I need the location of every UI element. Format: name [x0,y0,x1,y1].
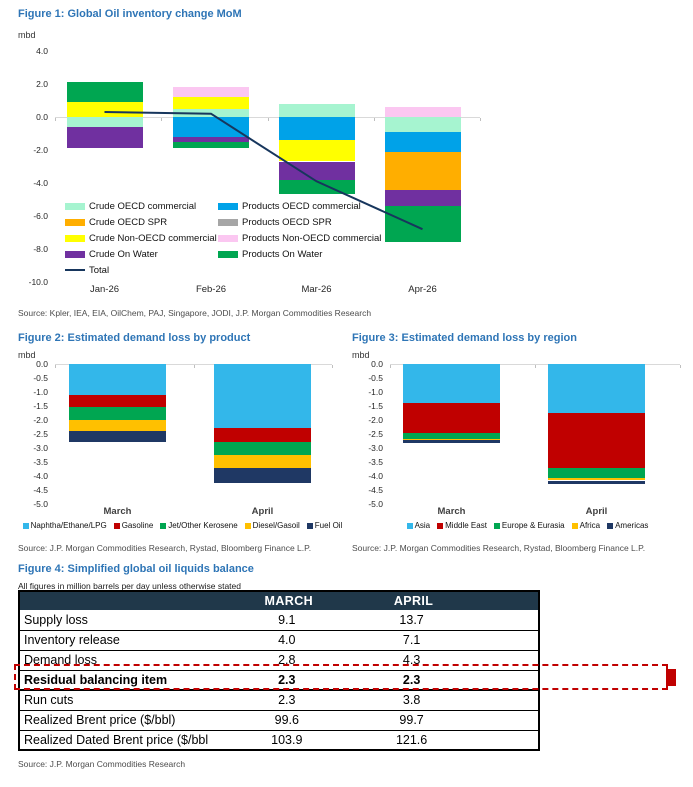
color-swatch [65,203,85,210]
x-axis-label-mar-26: Mar-26 [301,284,332,295]
y-axis-tick-label: -2.5 [368,429,383,439]
color-swatch [65,219,85,226]
bar-segment-crude-on-water [279,162,355,180]
y-axis-tick-label: 2.0 [36,79,48,89]
legend-item-products-on-water [218,247,322,261]
y-axis-tick-label: -1.5 [33,401,48,411]
bar-segment-middle-east [548,413,645,468]
row-label: Residual balancing item [19,670,227,690]
legend-label: Crude Non-OECD commercial [89,232,217,244]
y-axis-tick-label: 0.0 [36,112,48,122]
figure2-demand-product-chart [0,325,350,556]
row-value: 2.8 [227,650,347,670]
y-axis-tick-label: -10.0 [28,277,48,287]
bar-segment-diesel-gasoil [69,420,166,431]
y-axis-tick-label: -2.0 [33,415,48,425]
color-swatch [23,523,29,529]
figure2-unit-label: mbd [18,350,36,360]
legend-label: Gasoline [121,521,154,530]
bar-segment-asia [548,364,645,413]
row-label: Run cuts [19,690,227,710]
bar-segment-products-on-water [173,142,249,149]
line-swatch [65,269,85,271]
legend-label: Naphtha/Ethane/LPG [30,521,107,530]
y-axis-tick-label: -1.0 [368,387,383,397]
figure1-source: Source: Kpler, IEA, EIA, OilChem, PAJ, Singapore, JODI, J.P. Morgan Commodities Research [18,308,372,318]
row-value: 2.3 [227,670,347,690]
bar-segment-crude-non-oecd-commercial [279,140,355,161]
bar-segment-crude-oecd-commercial [173,109,249,117]
row-value: 2.3 [347,670,477,690]
y-axis-tick-label: -2.0 [368,415,383,425]
bar-segment-crude-on-water [67,127,143,148]
legend-label: Europe & Eurasia [501,521,565,530]
table-row-supply-loss [19,610,539,630]
legend-label: Jet/Other Kerosene [168,521,238,530]
legend-item-africa [572,521,600,530]
row-value: 3.8 [347,690,477,710]
legend-item-diesel-gasoil [245,521,300,530]
legend-item-products-oecd-spr [218,215,332,229]
y-axis-tick-label: -3.5 [368,457,383,467]
bar-segment-fuel-oil [69,431,166,442]
legend-item-middle-east [437,521,487,530]
y-axis-tick-label: -1.0 [33,387,48,397]
bar-segment-crude-non-oecd-commercial [67,102,143,117]
y-axis-tick-label: -4.5 [368,485,383,495]
y-axis-tick-label: -4.0 [368,471,383,481]
row-value: 121.6 [347,730,477,750]
y-axis-tick-label: 0.0 [371,359,383,369]
residual-highlight-box [14,664,668,690]
y-axis-tick-label: -4.0 [33,471,48,481]
y-axis-tick-label: -3.5 [33,457,48,467]
legend-item-gasoline [114,521,154,530]
color-swatch [218,203,238,210]
legend-item-products-oecd-commercial [218,199,361,213]
bar-segment-crude-non-oecd-commercial [173,97,249,109]
color-swatch [245,523,251,529]
x-axis-label-jan-26: Jan-26 [89,284,120,295]
y-axis-tick-label: 0.0 [36,359,48,369]
bar-segment-crude-oecd-commercial [279,104,355,117]
axis-tick-mark [194,365,195,368]
axis-tick-mark [55,365,56,368]
row-value: 4.3 [347,650,477,670]
axis-tick-mark [332,365,333,368]
color-swatch [218,251,238,258]
legend-item-naphtha-ethane-lpg [23,521,107,530]
row-spacer [477,710,539,730]
legend-item-crude-on-water [65,247,158,261]
bar-segment-jet-other-kerosene [214,442,311,455]
y-axis-tick-label: -5.0 [33,499,48,509]
x-axis-label-april: April [585,506,608,517]
row-spacer [477,690,539,710]
y-axis-tick-label: -8.0 [33,244,48,254]
figure4-title: Figure 4: Simplified global oil liquids balance [18,563,254,575]
color-swatch [607,523,613,529]
x-axis-label-feb-26: Feb-26 [195,284,227,295]
legend-label: Fuel Oil [314,521,343,530]
figure3-title: Figure 3: Estimated demand loss by region [352,332,577,344]
bar-segment-products-non-oecd-commercial [173,87,249,97]
y-axis-tick-label: -1.5 [368,401,383,411]
legend-label: Products OECD SPR [242,216,332,228]
legend-label: Products OECD commercial [242,200,361,212]
row-value: 99.6 [227,710,347,730]
color-swatch [437,523,443,529]
residual-highlight-endcap [666,669,676,686]
bar-segment-diesel-gasoil [214,455,311,468]
legend-label: Products Non-OECD commercial [242,232,382,244]
row-label: Realized Brent price ($/bbl) [19,710,227,730]
legend-item-crude-non-oecd-commercial [65,231,217,245]
bar-segment-americas [403,440,500,443]
row-value: 99.7 [347,710,477,730]
column-header-april: APRIL [393,594,434,608]
legend-item-total [65,263,109,277]
color-swatch [114,523,120,529]
row-spacer [477,730,539,750]
legend-label: Crude On Water [89,248,158,260]
bar-segment-gasoline [69,395,166,408]
column-header-blank [477,591,539,610]
bar-segment-crude-oecd-commercial [385,117,461,132]
figure2-source: Source: J.P. Morgan Commodities Research, Rystad, Bloomberg Finance L.P. [18,543,312,553]
bar-segment-europe-eurasia [548,468,645,478]
color-swatch [160,523,166,529]
row-spacer [477,610,539,630]
x-axis-label-april: April [251,506,274,517]
row-value: 9.1 [227,610,347,630]
x-axis-label-march: March [437,506,466,517]
figure4-source: Source: J.P. Morgan Commodities Research [18,759,186,769]
axis-tick-mark [268,118,269,121]
y-axis-tick-label: -0.5 [33,373,48,383]
row-spacer [477,630,539,650]
legend-label: Africa [579,521,601,530]
figure3-source: Source: J.P. Morgan Commodities Research, Rystad, Bloomberg Finance L.P. [352,543,646,553]
y-axis-tick-label: -2.0 [33,145,48,155]
y-axis-tick-label: -3.0 [368,443,383,453]
column-header-march: MARCH [264,594,314,608]
x-axis-label-apr-26: Apr-26 [408,284,437,295]
figure3-unit-label: mbd [352,350,370,360]
row-value: 2.3 [227,690,347,710]
row-label: Realized Dated Brent price ($/bbl [19,730,227,750]
axis-tick-mark [480,118,481,121]
figure2-title: Figure 2: Estimated demand loss by product [18,332,251,344]
axis-tick-mark [55,118,56,121]
axis-tick-mark [680,365,681,368]
color-swatch [407,523,413,529]
bar-segment-products-on-water [67,82,143,102]
color-swatch [65,251,85,258]
y-axis-tick-label: -2.5 [33,429,48,439]
figure3-demand-region-chart [345,325,693,556]
x-axis-label-march: March [103,506,132,517]
axis-tick-mark [390,365,391,368]
figure1-inventory-chart [0,0,520,325]
axis-tick-mark [374,118,375,121]
axis-tick-mark [161,118,162,121]
y-axis-tick-label: -4.5 [33,485,48,495]
bar-segment-asia [403,364,500,403]
figure1-title: Figure 1: Global Oil inventory change MoM [18,8,242,20]
figure1-unit-label: mbd [18,30,36,40]
bar-segment-gasoline [214,428,311,442]
axis-tick-mark [535,365,536,368]
bar-segment-products-on-water [385,206,461,242]
bar-segment-fuel-oil [214,468,311,483]
bar-segment-products-oecd-commercial [173,117,249,137]
bar-segment-middle-east [403,403,500,432]
y-axis-tick-label: -4.0 [33,178,48,188]
legend-label: Middle East [445,521,487,530]
row-label: Supply loss [19,610,227,630]
row-label: Demand loss [19,650,227,670]
legend-item-fuel-oil [307,521,343,530]
table-row-realized-brent-price-bbl [19,710,539,730]
row-value: 7.1 [347,630,477,650]
row-value: 103.9 [227,730,347,750]
color-swatch [572,523,578,529]
bar-segment-products-oecd-commercial [385,132,461,152]
legend-label: Crude OECD commercial [89,200,197,212]
color-swatch [218,235,238,242]
figure4-balance-table [0,556,693,787]
color-swatch [218,219,238,226]
bar-segment-crude-oecd-commercial [67,117,143,127]
legend-label: Americas [615,521,649,530]
y-axis-tick-label: -6.0 [33,211,48,221]
chart-legend [365,521,690,530]
bar-segment-jet-other-kerosene [69,407,166,420]
color-swatch [307,523,313,529]
legend-label: Products On Water [242,248,323,260]
table-header-row [19,591,539,610]
bar-segment-naphtha-ethane-lpg [69,364,166,395]
row-value: 13.7 [347,610,477,630]
y-axis-tick-label: -0.5 [368,373,383,383]
bar-segment-products-oecd-commercial [279,117,355,140]
row-value: 4.0 [227,630,347,650]
legend-item-crude-oecd-commercial [65,199,196,213]
chart-legend [20,521,345,530]
figure4-subtitle: All figures in million barrels per day unless otherwise stated [18,581,241,591]
bar-segment-americas [548,481,645,485]
y-axis-tick-label: -5.0 [368,499,383,509]
legend-label: Crude OECD SPR [89,216,168,228]
table-row-inventory-release [19,630,539,650]
table-row-run-cuts [19,690,539,710]
y-axis-tick-label: -3.0 [33,443,48,453]
legend-item-americas [607,521,648,530]
legend-item-asia [407,521,431,530]
column-header-blank [19,591,227,610]
legend-label: Asia [414,521,431,530]
bar-segment-products-non-oecd-commercial [385,107,461,117]
bar-segment-naphtha-ethane-lpg [214,364,311,428]
table-row-realized-dated-brent-price-bbl [19,730,539,750]
legend-item-jet-other-kerosene [160,521,237,530]
color-swatch [494,523,500,529]
row-label: Inventory release [19,630,227,650]
legend-label: Total [89,264,110,276]
bar-segment-crude-on-water [385,190,461,207]
bar-segment-crude-oecd-spr [385,152,461,190]
y-axis-tick-label: 4.0 [36,46,48,56]
legend-item-products-non-oecd-commercial [218,231,381,245]
legend-label: Diesel/Gasoil [252,521,300,530]
bar-segment-products-on-water [279,180,355,195]
legend-item-crude-oecd-spr [65,215,167,229]
legend-item-europe-eurasia [494,521,565,530]
color-swatch [65,235,85,242]
